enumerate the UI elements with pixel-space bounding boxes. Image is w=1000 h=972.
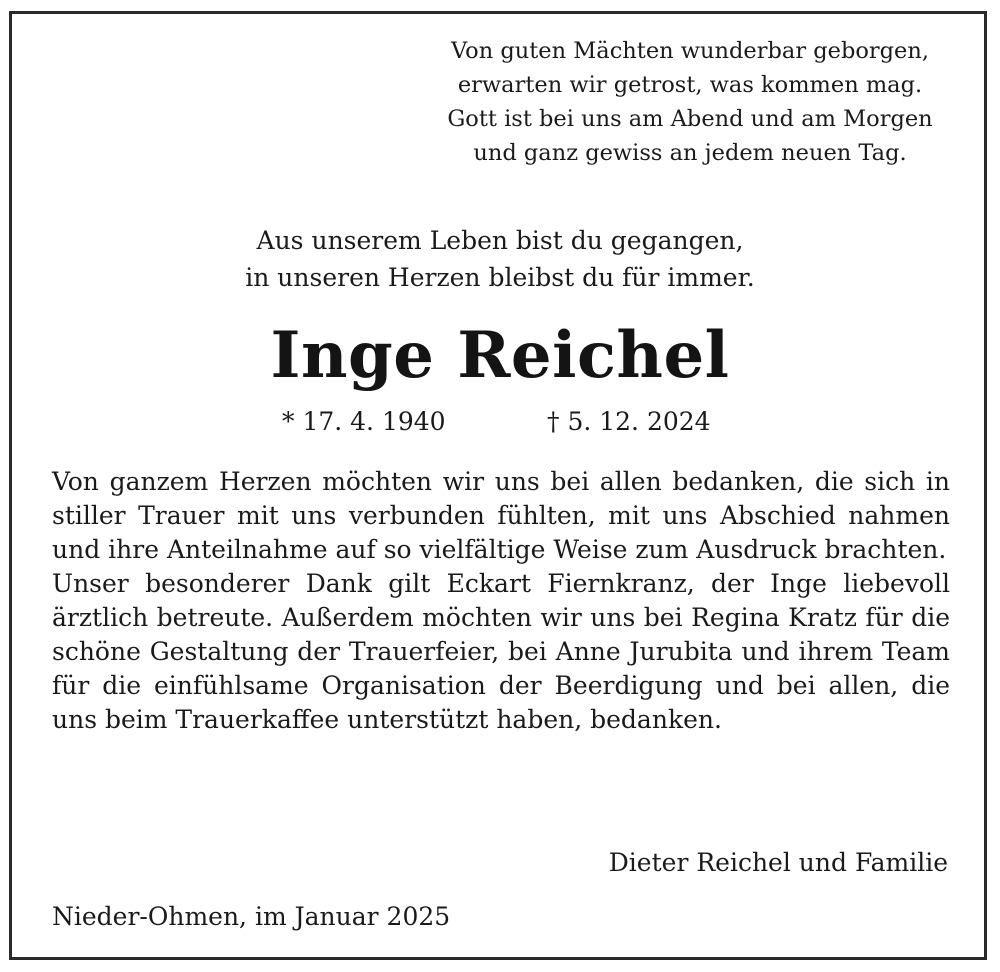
poem — [410, 34, 970, 170]
motto-line: Aus unserem Leben bist du gegangen, — [256, 226, 744, 255]
deceased-name: Inge Reichel — [270, 318, 730, 393]
motto — [150, 222, 850, 296]
poem-line: Von guten Mächten wunderbar geborgen, — [450, 38, 930, 64]
poem-line: erwarten wir getrost, was kommen mag. — [457, 72, 923, 98]
birth-date: * 17. 4. 1940 — [282, 407, 446, 436]
thank-you-message — [52, 465, 950, 737]
poem-line: und ganz gewiss an jedem neuen Tag. — [473, 140, 907, 166]
message-paragraph: Unser besonderer Dank gilt Eckart Fiernkranz, der Inge liebevoll ärztlich betreute. Außerdem möchten wir uns bei Regina Kratz für die schöne Gestaltung der Trauerfeier, bei Anne Jurubita und ihrem Team für die einfühlsame Organisation der Beerdigung und bei allen, die uns beim Trauerkaffee unterstützt haben, bedanken. — [52, 569, 950, 734]
death-date: † 5. 12. 2024 — [547, 407, 711, 436]
place-and-date: Nieder-Ohmen, im Januar 2025 — [52, 902, 451, 931]
message-paragraph: Von ganzem Herzen möchten wir uns bei allen bedanken, die sich in stiller Trauer mit uns verbunden fühlten, mit uns Abschied nahmen und ihre Anteilnahme auf so vielfältige Weise zum Ausdruck brachten. — [52, 467, 950, 564]
signature: Dieter Reichel und Familie — [608, 848, 948, 877]
motto-line: in unseren Herzen bleibst du für immer. — [245, 263, 755, 292]
life-dates — [0, 404, 1000, 440]
poem-line: Gott ist bei uns am Abend und am Morgen — [447, 106, 933, 132]
